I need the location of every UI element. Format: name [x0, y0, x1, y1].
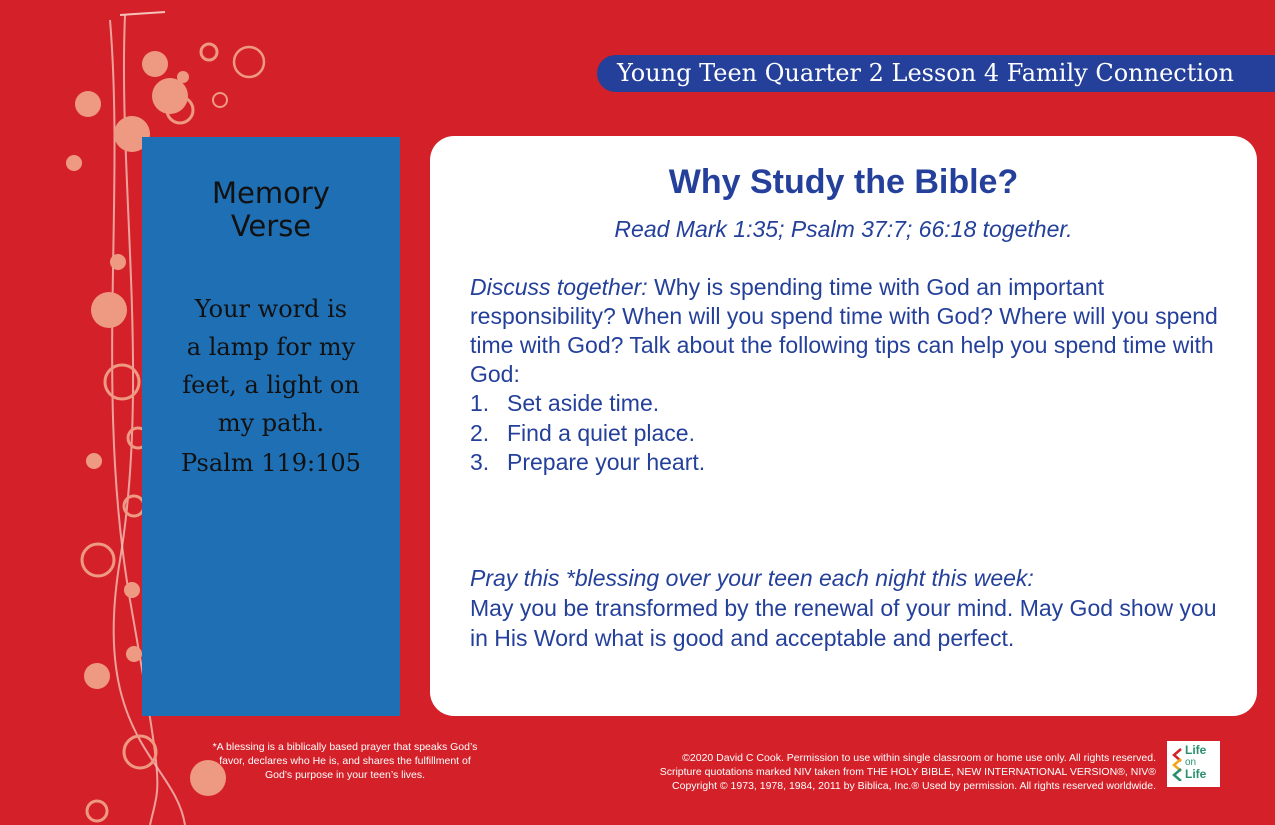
verse-line: my path.: [217, 409, 325, 437]
tip-number: 1.: [470, 390, 490, 416]
verse-line: Your word is: [194, 295, 348, 323]
pray-label: Pray this *blessing over your teen each night this week:: [470, 565, 1034, 591]
lesson-subtitle: Read Mark 1:35; Psalm 37:7; 66:18 together.: [614, 216, 1073, 242]
blessing-footnote: *A blessing is a biblically based prayer that speaks God’s favor, declares who He is, and shares the fulfillment of God’s purpose in your teen’s lives.: [212, 741, 478, 781]
copyright-line: Scripture quotations marked NIV taken from THE HOLY BIBLE, NEW INTERNATIONAL VERSION®, NIV®: [659, 766, 1156, 778]
discuss-text: Why is spending time with God an important responsibility? When will you spend time with God? Where will you spend time with God? Talk about the following tips can help you spend time with God:: [470, 274, 1218, 387]
verse-line: feet, a light on: [182, 371, 360, 399]
list-item: [470, 448, 1170, 478]
list-item: [470, 389, 1170, 419]
logo-line: on: [1185, 757, 1197, 768]
copyright-notice: [560, 751, 1156, 793]
lesson-card: [430, 136, 1257, 716]
verse-reference: Psalm 119:105: [181, 449, 361, 477]
logo-line: Life: [1185, 767, 1207, 781]
tip-text: Prepare your heart.: [507, 449, 706, 475]
memory-verse-card: [142, 137, 400, 716]
tip-number: 2.: [470, 419, 490, 446]
tip-text: Find a quiet place.: [507, 419, 695, 446]
verse-line: a lamp for my: [186, 333, 356, 361]
tip-text: Set aside time.: [507, 390, 660, 416]
list-item: [470, 419, 1170, 449]
logo-text: [1185, 744, 1219, 781]
chevron-logo-icon: [1171, 747, 1183, 781]
life-on-life-logo: [1167, 741, 1220, 787]
copyright-line: ©2020 David C Cook. Permission to use within single classroom or home use only. All rights reserved.: [682, 752, 1156, 764]
memory-verse-heading-line2: Verse: [230, 209, 312, 243]
copyright-line: Copyright © 1973, 1978, 1984, 2011 by Biblica, Inc.® Used by permission. All rights reserved worldwide.: [672, 780, 1156, 792]
lesson-banner: [597, 55, 1275, 92]
memory-verse-text: [160, 290, 382, 442]
discuss-label: Discuss together:: [470, 274, 648, 300]
logo-line: Life: [1185, 743, 1207, 757]
tips-list: [470, 389, 1170, 478]
blessing-text: May you be transformed by the renewal of your mind. May God show you in His Word what is good and acceptable and perfect.: [470, 595, 1217, 651]
memory-verse-heading-line1: Memory: [212, 176, 330, 210]
memory-verse-heading: [142, 177, 400, 243]
tip-number: 3.: [470, 449, 490, 475]
banner-title: Young Teen Quarter 2 Lesson 4 Family Connection: [617, 59, 1234, 87]
discuss-paragraph: [470, 273, 1230, 389]
lesson-title: Why Study the Bible?: [668, 163, 1019, 201]
